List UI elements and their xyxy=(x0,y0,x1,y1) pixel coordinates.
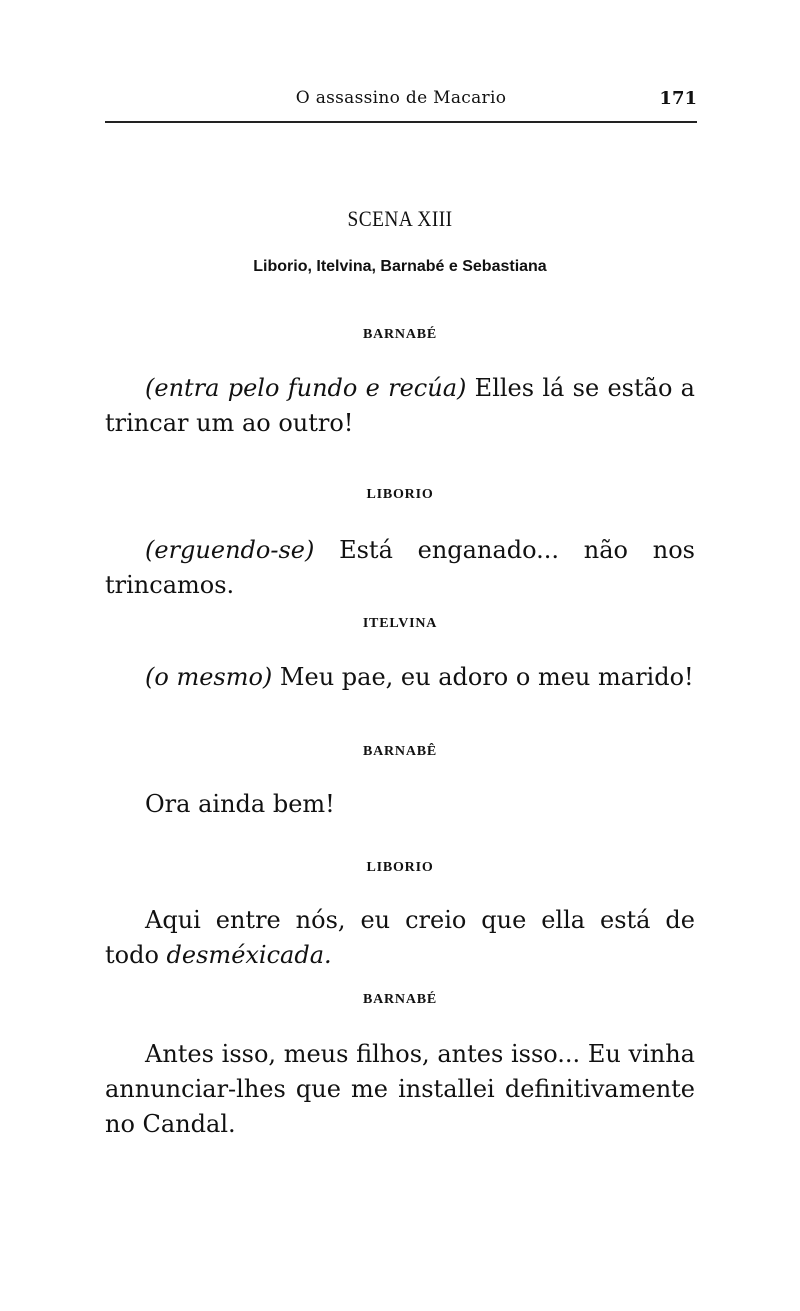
speech-paragraph xyxy=(105,787,695,822)
page-number: 171 xyxy=(659,88,697,109)
header-rule xyxy=(105,121,697,123)
speech-text: Está enganado... não nos trincamos. xyxy=(105,536,695,599)
stage-direction: (o mesmo) xyxy=(145,663,273,691)
speech-text: Elles lá se estão a trincar um ao outro! xyxy=(105,374,695,437)
speaker-name: BARNABÉ xyxy=(362,992,438,1007)
running-title: O assassino de Macario xyxy=(295,88,507,108)
speech-text: Ora ainda bem! xyxy=(145,790,335,818)
emphasized-word: desméxicada. xyxy=(166,941,332,969)
speaker-name: LIBORIO xyxy=(366,487,434,502)
scene-characters: Liborio, Itelvina, Barnabé e Sebastiana xyxy=(253,258,547,275)
speech-text: Meu pae, eu adoro o meu marido! xyxy=(272,663,694,691)
speaker-name: LIBORIO xyxy=(366,860,434,875)
scene-title: SCENA XIII xyxy=(347,206,453,231)
stage-direction: (entra pelo fundo e recúa) xyxy=(145,374,467,402)
speaker-name: ITELVINA xyxy=(362,616,438,631)
speech-text: Antes isso, meus filhos, antes isso... Eu vinha annunciar-lhes que me installei definitivamente no Candal. xyxy=(105,1040,695,1138)
speaker-name: BARNABÊ xyxy=(362,744,438,759)
speaker-name: BARNABÉ xyxy=(362,327,438,342)
speech-paragraph xyxy=(105,533,695,603)
speech-text: Aqui entre nós, eu creio que ella está de todo xyxy=(105,906,695,969)
speech-paragraph xyxy=(105,1037,695,1142)
speech-paragraph xyxy=(105,660,695,695)
speech-paragraph xyxy=(105,371,695,441)
running-head xyxy=(105,88,697,114)
stage-direction: (erguendo-se) xyxy=(145,536,315,564)
speech-paragraph xyxy=(105,903,695,973)
